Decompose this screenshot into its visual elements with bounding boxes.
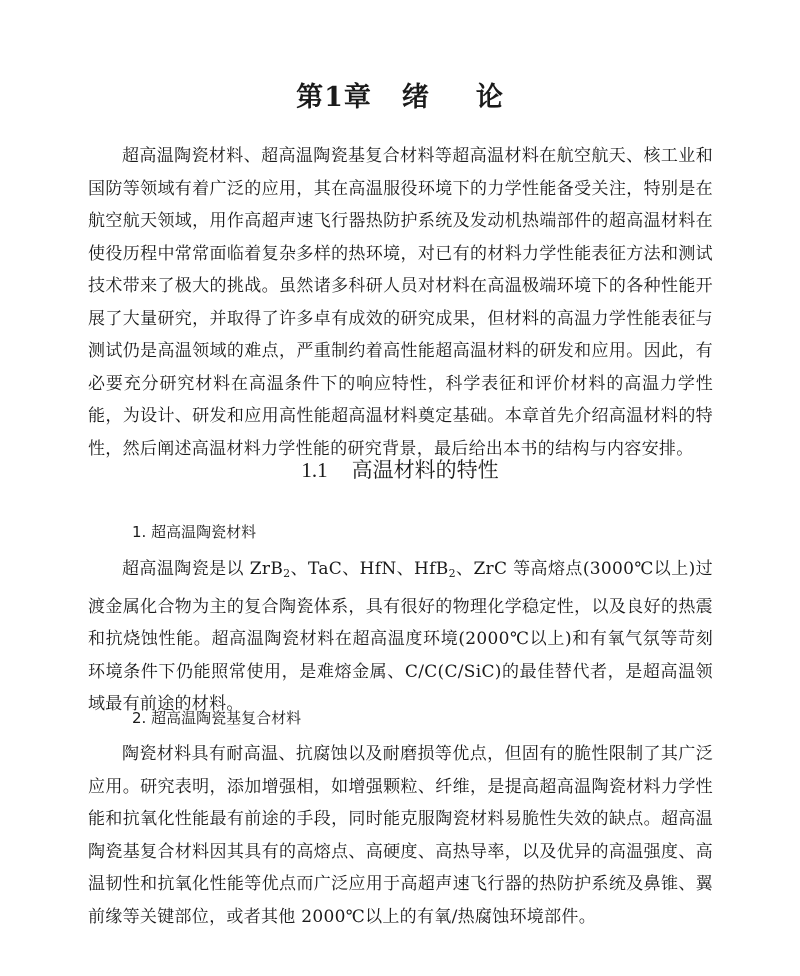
chapter-number: 第1章 xyxy=(296,82,372,113)
subsection-heading-1: 1. 超高温陶瓷材料 xyxy=(132,523,257,541)
subsection-paragraph-1: 超高温陶瓷是以 ZrB$_2$、TaC、HfN、HfB$_2$、ZrC 等高熔点(3000℃以上)过渡金属化合物为主的复合陶瓷体系，具有很好的物理化学稳定性，以及良好的热震和抗烧蚀性能。超高温陶瓷材料在超高温度环境(2000℃以上)和有氧气氛等苛刻环境条件下仍能照常使用，是难熔金属、C/C(C/SiC)的最佳替代者，是超高温领域最有前途的材料。 xyxy=(88,559,713,714)
chapter-title-part1: 绪 xyxy=(401,82,430,113)
subsection-paragraph-2: 陶瓷材料具有耐高温、抗腐蚀以及耐磨损等优点，但固有的脆性限制了其广泛应用。研究表明，添加增强相，如增强颗粒、纤维，是提高超高温陶瓷材料力学性能和抗氧化性能最有前途的手段，同时能克服陶瓷材料易脆性失效的缺点。超高温陶瓷基复合材料因其具有的高熔点、高硬度、高热导率，以及优异的高温强度、高温韧性和抗氧化性能等优点而广泛应用于高超声速飞行器的热防护系统及鼻锥、翼前缘等关键部位，或者其他 2000℃以上的有氧/热腐蚀环境部件。 xyxy=(88,744,713,927)
chapter-title-part2: 论 xyxy=(475,82,504,113)
chapter-title xyxy=(0,78,800,118)
section-title xyxy=(0,452,800,488)
subsection-heading-2: 2. 超高温陶瓷基复合材料 xyxy=(132,709,302,727)
section-number: 1.1 xyxy=(301,458,328,482)
intro-paragraph: 超高温陶瓷材料、超高温陶瓷基复合材料等超高温材料在航空航天、核工业和国防等领域有着广泛的应用，其在高温服役环境下的力学性能备受关注，特别是在航空航天领域，用作高超声速飞行器热防护系统及发动机热端部件的超高温材料在使役历程中常常面临着复杂多样的热环境，对已有的材料力学性能表征方法和测试技术带来了极大的挑战。虽然诸多科研人员对材料在高温极端环境下的各种性能开展了大量研究，并取得了许多卓有成效的研究成果，但材料的高温力学性能表征与测试仍是高温领域的难点，严重制约着高性能超高温材料的研发和应用。因此，有必要充分研究材料在高温条件下的响应特性，科学表征和评价材料的高温力学性能，为设计、研发和应用高性能超高温材料奠定基础。本章首先介绍高温材料的特性，然后阐述高温材料力学性能的研究背景，最后给出本书的结构与内容安排。 xyxy=(88,146,713,459)
section-heading: 高温材料的特性 xyxy=(351,458,499,482)
